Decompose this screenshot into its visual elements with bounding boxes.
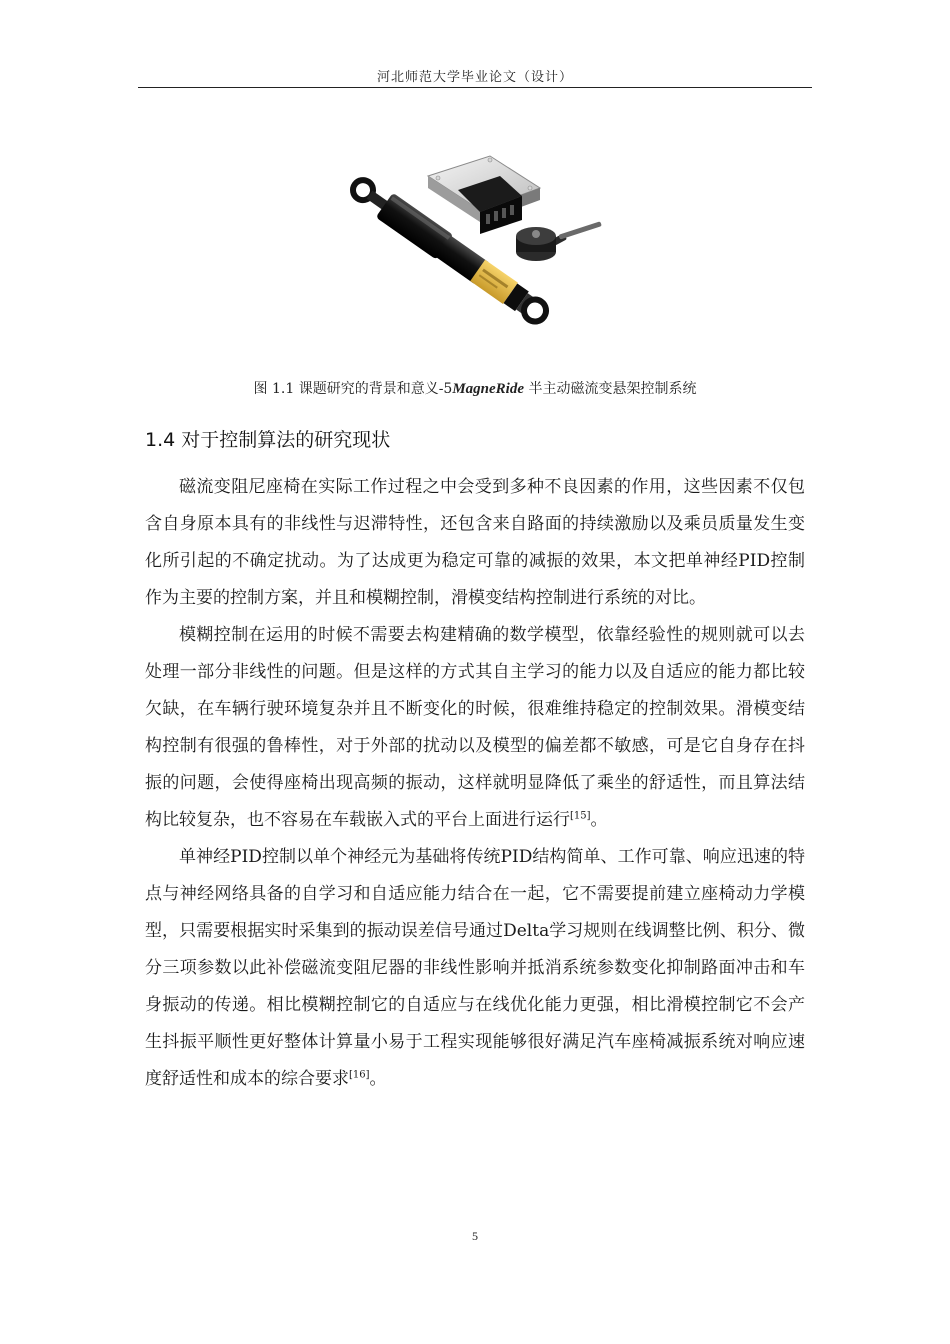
page-number: 5 — [472, 1229, 478, 1243]
figure-caption — [138, 378, 812, 398]
section-number: 1.4 — [145, 429, 176, 451]
citation-16[interactable]: [16] — [349, 1069, 370, 1081]
caption-brand: MagneRide — [452, 381, 525, 397]
citation-15[interactable]: [15] — [570, 810, 591, 822]
body-text — [145, 469, 805, 1098]
magneride-illustration — [340, 148, 620, 348]
section-heading — [145, 425, 390, 452]
figure-magneride-components — [340, 148, 620, 348]
paragraph-3-text: 单神经PID控制以单个神经元为基础将传统PID结构简单、工作可靠、响应迅速的特点与神经网络具备的自学习和自适应能力结合在一起，它不需要提前建立座椅动力学模型，只需要根据实时采集到的振动误差信号通过Delta学习规则在线调整比例、积分、微分三项参数以此补偿磁流变阻尼器的非线性影响并抵消系统参数变化抑制路面冲击和车身振动的传递。相比模糊控制它的自适应与在线优化能力更强，相比滑模控制它不会产生抖振平顺性更好整体计算量小易于工程实现能够很好满足汽车座椅减振系统对响应速度舒适性和成本的综合要求 — [145, 847, 805, 1089]
position-sensor — [516, 221, 602, 261]
paragraph-3-end: 。 — [369, 1069, 387, 1089]
ecu-controller — [428, 156, 540, 234]
paragraph-2-end: 。 — [590, 810, 608, 830]
section-title-text: 对于控制算法的研究现状 — [181, 429, 391, 451]
paragraph-1 — [145, 469, 805, 617]
header-rule — [138, 87, 812, 88]
paragraph-2-text: 模糊控制在运用的时候不需要去构建精确的数学模型，依靠经验性的规则就可以去处理一部分非线性的问题。但是这样的方式其自主学习的能力以及自适应的能力都比较欠缺，在车辆行驶环境复杂并且不断变化的时候，很难维持稳定的控制效果。滑模变结构控制有很强的鲁棒性，对于外部的扰动以及模型的偏差都不敏感，可是它自身存在抖振的问题，会使得座椅出现高频的振动，这样就明显降低了乘坐的舒适性，而且算法结构比较复杂，也不容易在车载嵌入式的平台上面进行运行 — [145, 625, 805, 830]
page-header: 河北师范大学毕业论文（设计） — [376, 70, 573, 85]
paragraph-3 — [145, 839, 805, 1098]
paragraph-1-text: 磁流变阻尼座椅在实际工作过程之中会受到多种不良因素的作用，这些因素不仅包含自身原本具有的非线性与迟滞特性，还包含来自路面的持续激励以及乘员质量发生变化所引起的不确定扰动。为了达成更为稳定可靠的减振的效果，本文把单神经PID控制作为主要的控制方案，并且和模糊控制，滑模变结构控制进行系统的对比。 — [145, 477, 805, 608]
paragraph-2 — [145, 617, 805, 839]
caption-suffix: 半主动磁流变悬架控制系统 — [524, 381, 697, 397]
caption-prefix: 图 1.1 课题研究的背景和意义-5 — [253, 381, 453, 397]
